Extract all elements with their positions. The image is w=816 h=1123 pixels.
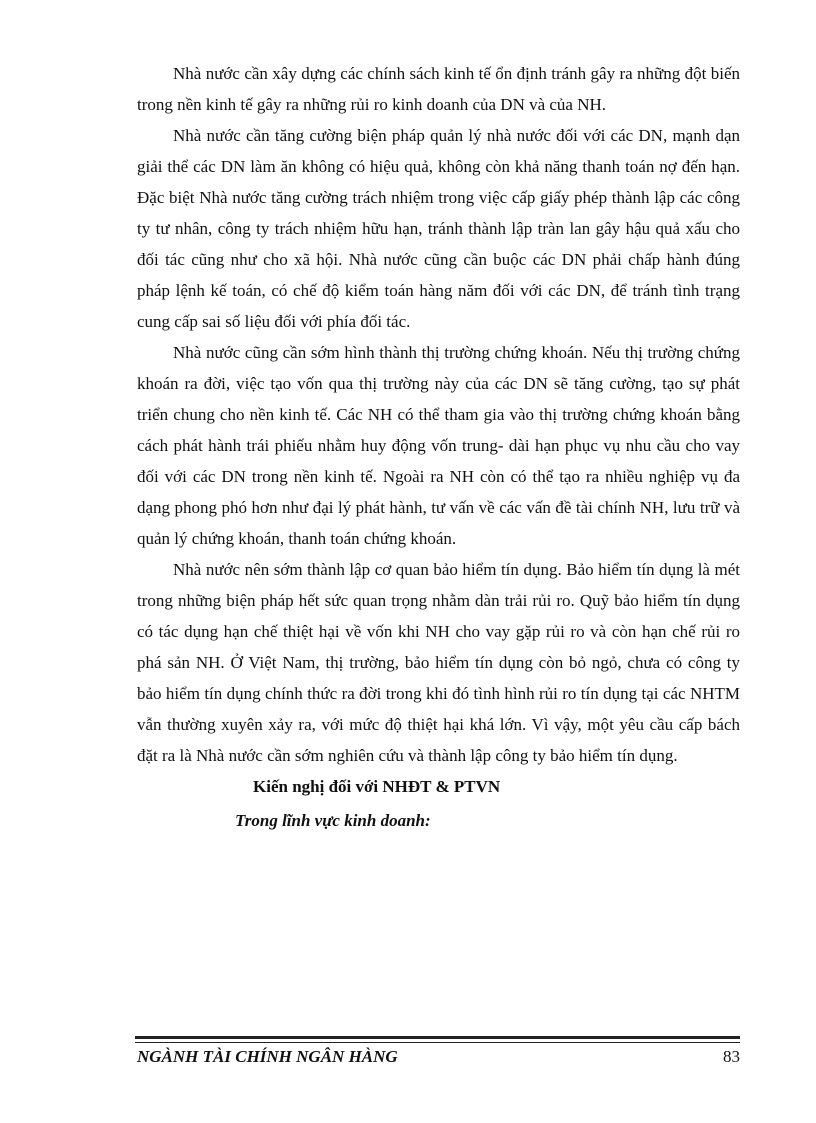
paragraph-economic-policy: Nhà nước cần xây dựng các chính sách kinh tế ổn định tránh gây ra những đột biến trong nền kinh tế gây ra những rủi ro kinh doanh của DN và của NH.: [137, 64, 740, 114]
page-number: 83: [723, 1047, 740, 1066]
page-body: [137, 58, 740, 836]
footer-title: NGÀNH TÀI CHÍNH NGÂN HÀNG: [137, 1047, 398, 1066]
page-footer: [137, 1044, 740, 1070]
footer-divider: [135, 1036, 740, 1043]
section-heading: Kiến nghị đối với NHĐT & PTVN: [253, 777, 501, 796]
section-subheading: Trong lĩnh vực kinh doanh:: [235, 811, 431, 830]
paragraph-stock-market: Nhà nước cũng cần sớm hình thành thị trường chứng khoán. Nếu thị trường chứng khoán ra đời, việc tạo vốn qua thị trường này của các DN sẽ tăng cường, tạo sự phát triển chung cho nền kinh tế. Các NH có thể tham gia vào thị trường chứng khoán bằng cách phát hành trái phiếu nhằm huy động vốn trung- dài hạn phục vụ nhu cầu cho vay đối với các DN trong nền kinh tế. Ngoài ra NH còn có thể tạo ra nhiều nghiệp vụ đa dạng phong phó hơn như đại lý phát hành, tư vấn về các vấn đề tài chính NH, lưu trữ và quản lý chứng khoán, thanh toán chứng khoán.: [137, 343, 740, 548]
paragraph-state-management: Nhà nước cần tăng cường biện pháp quản lý nhà nước đối với các DN, mạnh dạn giải thể các DN làm ăn không có hiệu quả, không còn khả năng thanh toán nợ đến hạn. Đặc biệt Nhà nước tăng cường trách nhiệm trong việc cấp giấy phép thành lập các công ty tư nhân, công ty trách nhiệm hữu hạn, tránh thành lập tràn lan gây hậu quả xấu cho đối tác cũng như cho xã hội. Nhà nước cũng cần buộc các DN phải chấp hành đúng pháp lệnh kế toán, có chế độ kiểm toán hàng năm đối với các DN, để tránh tình trạng cung cấp sai số liệu đối với phía đối tác.: [137, 126, 740, 331]
paragraph-credit-insurance: Nhà nước nên sớm thành lập cơ quan bảo hiểm tín dụng. Bảo hiểm tín dụng là mét trong những biện pháp hết sức quan trọng nhằm dàn trải rủi ro. Quỹ bảo hiểm tín dụng có tác dụng hạn chế thiệt hại về vốn khi NH cho vay gặp rủi ro và còn hạn chế rủi ro phá sản NH. Ở Việt Nam, thị trường, bảo hiểm tín dụng còn bỏ ngỏ, chưa có công ty bảo hiểm tín dụng chính thức ra đời trong khi đó tình hình rủi ro tín dụng tại các NHTM vẫn thường xuyên xảy ra, với mức độ thiệt hại khá lớn. Vì vậy, một yêu cầu cấp bách đặt ra là Nhà nước cần sớm nghiên cứu và thành lập công ty bảo hiểm tín dụng.: [137, 560, 740, 765]
